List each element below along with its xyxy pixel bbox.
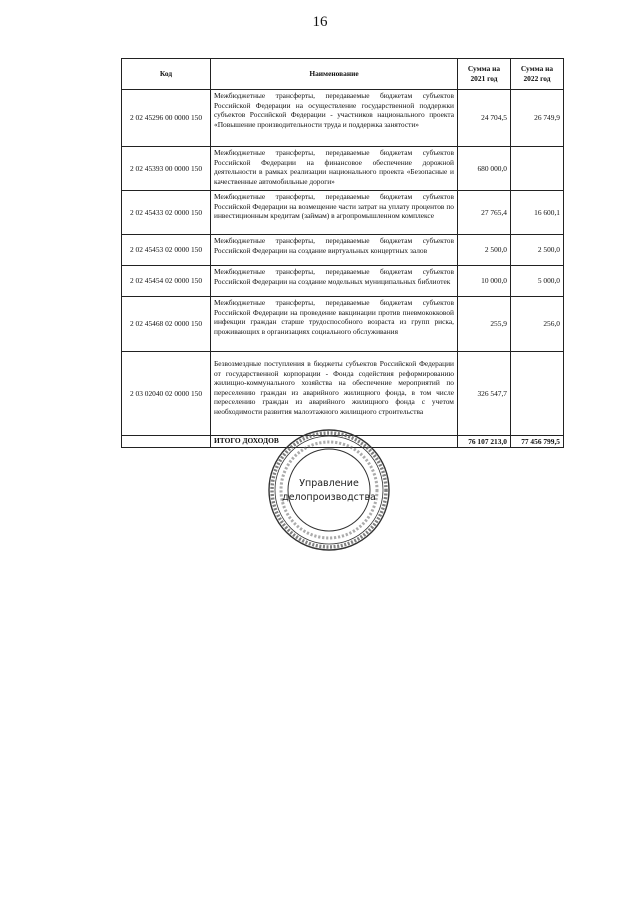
total-code-cell bbox=[122, 436, 211, 448]
row-name: Безвозмездные поступления в бюджеты субъектов Российской Федерации от государственной корпорации - Фонда содействия реформированию жилищно-коммунального хозяйства на обеспечение мероприятий по переселению граждан из аварийного жилищного фонда, в том числе переселению граждан из аварийного жилищного фонда с учетом необходимости развития малоэтажного жилищного строительства bbox=[211, 352, 458, 436]
row-code: 2 03 02040 02 0000 150 bbox=[122, 352, 211, 436]
row-name: Межбюджетные трансферты, передаваемые бюджетам субъектов Российской Федерации на осуществление государственной поддержки субъектов Российской Федерации - участников национального проекта «Повышение производительности труда и поддержка занятости» bbox=[211, 90, 458, 147]
header-sum-2022: Сумма на 2022 год bbox=[511, 59, 564, 90]
row-name: Межбюджетные трансферты, передаваемые бюджетам субъектов Российской Федерации на возмещение части затрат на уплату процентов по инвестиционным кредитам (займам) в агропромышленном комплексе bbox=[211, 191, 458, 235]
row-code: 2 02 45296 00 0000 150 bbox=[122, 90, 211, 147]
table-row bbox=[122, 191, 564, 235]
table-row bbox=[122, 266, 564, 297]
table-row bbox=[122, 147, 564, 191]
row-name: Межбюджетные трансферты, передаваемые бюджетам субъектов Российской Федерации на финансовое обеспечение дорожной деятельности в рамках реализации национального проекта «Безопасные и качественные автомобильные дороги» bbox=[211, 147, 458, 191]
row-sum-2021: 27 765,4 bbox=[458, 191, 511, 235]
row-code: 2 02 45393 00 0000 150 bbox=[122, 147, 211, 191]
header-sum-2021: Сумма на 2021 год bbox=[458, 59, 511, 90]
table-header-row bbox=[122, 59, 564, 90]
row-name: Межбюджетные трансферты, передаваемые бюджетам субъектов Российской Федерации на создание виртуальных концертных залов bbox=[211, 235, 458, 266]
row-sum-2021: 255,9 bbox=[458, 297, 511, 352]
row-name: Межбюджетные трансферты, передаваемые бюджетам субъектов Российской Федерации на проведение вакцинации против пневмококковой инфекции граждан старше трудоспособного возраста из групп риска, проживающих в организациях социального обслуживания bbox=[211, 297, 458, 352]
row-code: 2 02 45454 02 0000 150 bbox=[122, 266, 211, 297]
table-row bbox=[122, 235, 564, 266]
row-code: 2 02 45468 02 0000 150 bbox=[122, 297, 211, 352]
row-code: 2 02 45433 02 0000 150 bbox=[122, 191, 211, 235]
table-row bbox=[122, 352, 564, 436]
row-sum-2022: 2 500,0 bbox=[511, 235, 564, 266]
revenue-table bbox=[121, 58, 564, 448]
row-sum-2022: 256,0 bbox=[511, 297, 564, 352]
row-name: Межбюджетные трансферты, передаваемые бюджетам субъектов Российской Федерации на создание модельных муниципальных библиотек bbox=[211, 266, 458, 297]
stamp-text-line-2: делопроизводства bbox=[282, 492, 376, 503]
row-sum-2022: 16 600,1 bbox=[511, 191, 564, 235]
stamp-text-line-1: Управление bbox=[299, 478, 359, 489]
table-row bbox=[122, 297, 564, 352]
official-seal-stamp bbox=[267, 428, 391, 552]
total-label: ИТОГО ДОХОДОВ bbox=[211, 436, 458, 448]
header-name: Наименование bbox=[211, 59, 458, 90]
row-code: 2 02 45453 02 0000 150 bbox=[122, 235, 211, 266]
header-code: Код bbox=[122, 59, 211, 90]
row-sum-2022 bbox=[511, 147, 564, 191]
row-sum-2022: 5 000,0 bbox=[511, 266, 564, 297]
row-sum-2021: 2 500,0 bbox=[458, 235, 511, 266]
total-sum-2021: 76 107 213,0 bbox=[458, 436, 511, 448]
row-sum-2021: 680 000,0 bbox=[458, 147, 511, 191]
row-sum-2022: 26 749,9 bbox=[511, 90, 564, 147]
row-sum-2021: 24 704,5 bbox=[458, 90, 511, 147]
page-number: 16 bbox=[312, 14, 328, 30]
row-sum-2021: 326 547,7 bbox=[458, 352, 511, 436]
total-sum-2022: 77 456 799,5 bbox=[511, 436, 564, 448]
table-row bbox=[122, 90, 564, 147]
row-sum-2022 bbox=[511, 352, 564, 436]
row-sum-2021: 10 000,0 bbox=[458, 266, 511, 297]
